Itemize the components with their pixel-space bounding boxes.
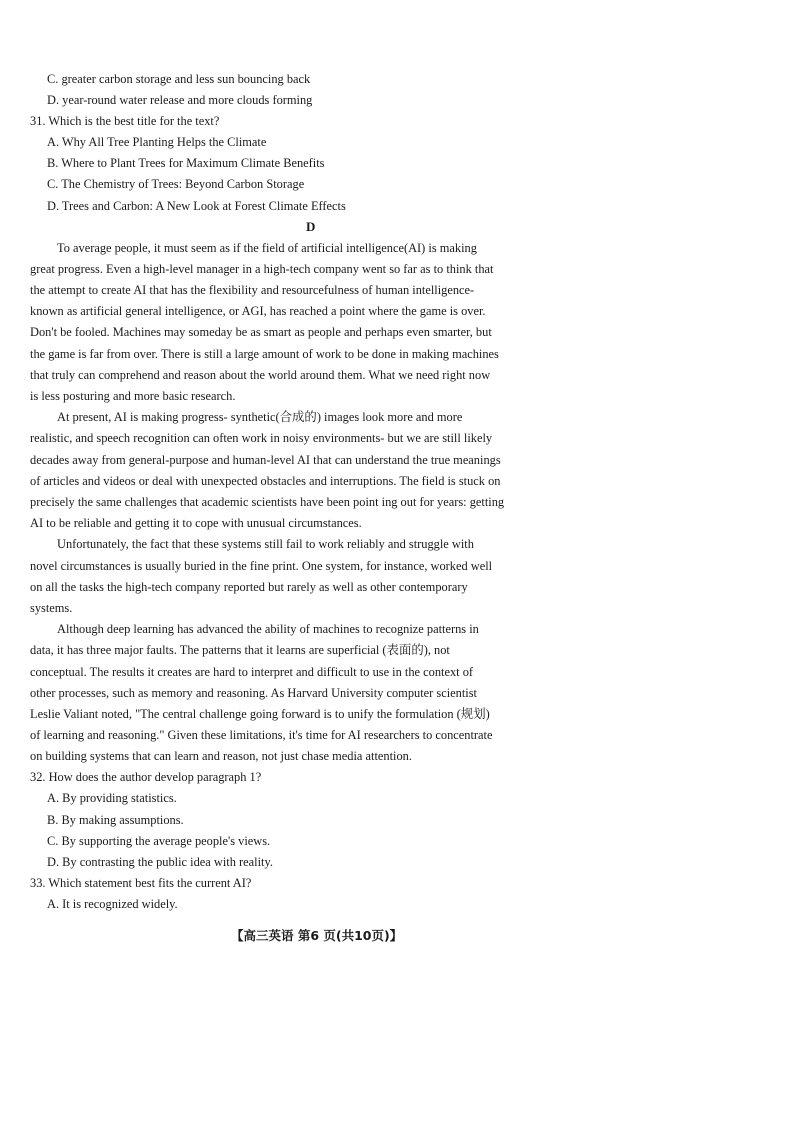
passage-line: novel circumstances is usually buried in the fine print. One system, for instance, worked well: [30, 559, 493, 573]
passage-line: conceptual. The results it creates are hard to interpret and difficult to use in the context of: [30, 665, 474, 679]
q32-option-b: B. By making assumptions.: [47, 813, 184, 827]
q32-option-a: A. By providing statistics.: [47, 791, 177, 805]
passage-line: Leslie Valiant noted, "The central challenge going forward is to unify the formulation (规划): [30, 707, 490, 721]
q30-option-c: C. greater carbon storage and less sun bouncing back: [47, 72, 311, 86]
q31-option-b: B. Where to Plant Trees for Maximum Climate Benefits: [47, 156, 325, 170]
passage-line: that truly can comprehend and reason about the world around them. What we need right now: [30, 368, 491, 382]
passage-line: To average people, it must seem as if the field of artificial intelligence(AI) is making: [57, 241, 477, 255]
passage-line: decades away from general-purpose and human-level AI that can understand the true meanings: [30, 453, 501, 467]
passage-line: on all the tasks the high-tech company reported but rarely as well as other contemporary: [30, 580, 468, 594]
passage-line: on building systems that can learn and reason, not just chase media attention.: [30, 749, 412, 763]
passage-line: the game is far from over. There is still a large amount of work to be done in making machines: [30, 347, 499, 361]
q31-option-a: A. Why All Tree Planting Helps the Climate: [47, 135, 267, 149]
q31-option-c: C. The Chemistry of Trees: Beyond Carbon Storage: [47, 177, 305, 191]
passage-line: Don't be fooled. Machines may someday be as smart as people and perhaps even smarter, but: [30, 325, 492, 339]
passage-line: Unfortunately, the fact that these systems still fail to work reliably and struggle with: [57, 537, 474, 551]
passage-line: of articles and videos or deal with unexpected obstacles and interruptions. The field is stuck on: [30, 474, 501, 488]
passage-line: Although deep learning has advanced the ability of machines to recognize patterns in: [57, 622, 479, 636]
q33-stem: 33. Which statement best fits the current AI?: [30, 876, 252, 890]
passage-line: is less posturing and more basic research.: [30, 389, 236, 403]
passage-line: other processes, such as memory and reasoning. As Harvard University computer scientist: [30, 686, 477, 700]
passage-line: the attempt to create AI that has the flexibility and resourcefulness of human intelligence-: [30, 283, 475, 297]
passage-line: data, it has three major faults. The patterns that it learns are superficial (表面的), not: [30, 643, 450, 657]
q32-option-c: C. By supporting the average people's views.: [47, 834, 271, 848]
q32-stem: 32. How does the author develop paragraph 1?: [30, 770, 262, 784]
q33-option-a: A. It is recognized widely.: [47, 897, 178, 911]
passage-line: of learning and reasoning." Given these limitations, it's time for AI researchers to concentrate: [30, 728, 493, 742]
q32-option-d: D. By contrasting the public idea with reality.: [47, 855, 273, 869]
section-title: D: [306, 219, 316, 234]
page-footer: 【高三英语 第6 页(共10页)】: [231, 928, 403, 943]
q31-option-d: D. Trees and Carbon: A New Look at Forest Climate Effects: [47, 199, 346, 213]
q31-stem: 31. Which is the best title for the text?: [30, 114, 220, 128]
passage-line: great progress. Even a high-level manager in a high-tech company went so far as to think that: [30, 262, 494, 276]
passage-line: precisely the same challenges that academic scientists have been point ing out for years: getting: [30, 495, 505, 509]
passage-line: realistic, and speech recognition can often work in noisy environments- but we are still likely: [30, 431, 493, 445]
passage-line: known as artificial general intelligence, or AGI, has reached a point where the game is over.: [30, 304, 486, 318]
passage-line: systems.: [30, 601, 73, 615]
q30-option-d: D. year-round water release and more clouds forming: [47, 93, 313, 107]
passage-line: AI to be reliable and getting it to cope with unusual circumstances.: [30, 516, 362, 530]
passage-line: At present, AI is making progress- synthetic(合成的) images look more and more: [57, 410, 463, 424]
